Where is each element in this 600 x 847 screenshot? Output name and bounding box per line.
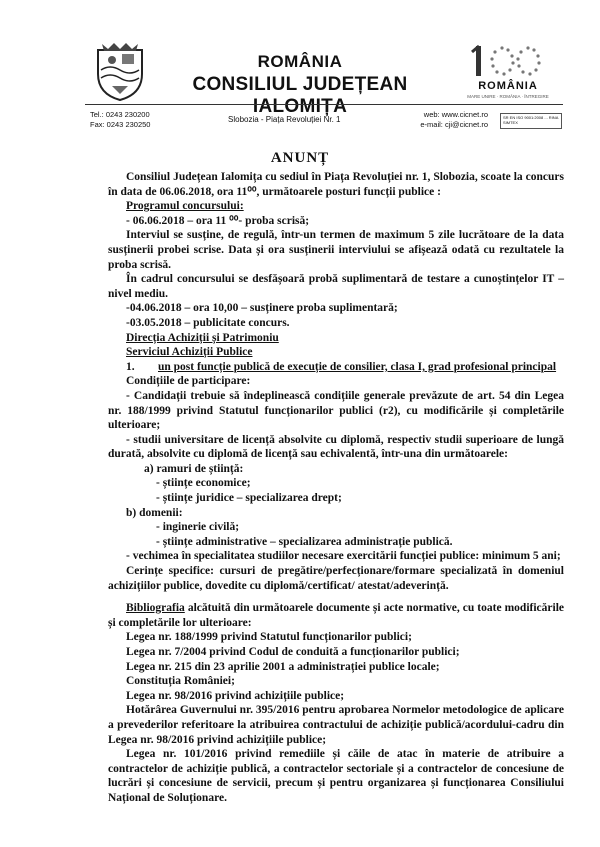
email-address: e-mail: cji@cicnet.ro xyxy=(420,120,488,129)
specific-text: cursuri de pregătire/perfecționare/formare specializată în domeniul achizițiilor publice, dovedite cu diplomă/certificat/ atestat/adeverință. xyxy=(108,565,564,592)
phone-fax-block xyxy=(90,110,150,130)
county-coat-of-arms-icon xyxy=(92,40,148,102)
post-item xyxy=(108,360,564,375)
program-written-exam: - 06.06.2018 – ora 11 ⁰⁰- proba scrisă; xyxy=(126,214,310,227)
centenary-logo-subtitle: MARE UNIRE · ROMÂNIA · ÎNTREGIRE xyxy=(467,94,549,99)
website: web: www.cicnet.ro xyxy=(423,110,488,119)
bibliography-item: Constituția României; xyxy=(126,675,235,688)
bibliography-item: Legea nr. 98/2016 privind achizițiile publice; xyxy=(126,689,345,702)
bibliography-item: Legea nr. 101/2016 privind remediile și căile de atac în materie de atribuire a contractelor de achiziție publică, a contractelor sectoriale și a contractelor de concesiune de lucrări și concesiune de servicii, precum și pentru organizarea și funcționarea Consiliului Național de Soluționare. xyxy=(108,748,564,804)
institution-name: CONSILIUL JUDEȚEAN IALOMIȚA xyxy=(192,74,408,117)
bibliography-item: Legea nr. 7/2004 privind Codul de conduită a funcționarilor publici; xyxy=(126,646,460,658)
service-heading: Serviciul Achiziții Publice xyxy=(126,346,253,359)
branch-law: - științe juridice – specializarea drept; xyxy=(156,492,342,505)
post-title: un post funcție publică de execuție de consilier, clasa I, grad profesional principal xyxy=(158,360,557,373)
centenary-logo-text: ROMÂNIA xyxy=(478,80,538,92)
bibliography-item: Legea nr. 215 din 23 aprilie 2001 a administrației publice locale; xyxy=(126,660,440,673)
announcement-title: ANUNȚ xyxy=(270,150,330,166)
interview-paragraph: Interviul se susține, de regulă, într-un termen de maximum 5 zile lucrătoare de la data susținerii probei scrise. Data și ora susținerii interviului se afișează odată cu rezultatele la proba scrisă. xyxy=(108,229,564,271)
branches-heading: a) ramuri de știință: xyxy=(144,462,244,475)
specific-label: Cerințe specifice: xyxy=(126,565,214,578)
bibliography-item: Legea nr. 188/1999 privind Statutul funcționarilor publici; xyxy=(126,631,412,644)
address: Slobozia - Piața Revoluției Nr. 1 xyxy=(228,115,341,124)
bibliography-label: Bibliografia xyxy=(126,602,185,615)
seniority-requirement: - vechimea în specialitatea studiilor necesare exercitării funcției publice: minimum 5 ani; xyxy=(126,550,561,563)
publicity-date: -03.05.2018 – publicitate concurs. xyxy=(126,316,290,329)
web-email-block xyxy=(398,110,488,130)
direction-heading: Direcția Achiziții și Patrimoniu xyxy=(126,331,279,344)
post-number: 1. xyxy=(126,360,135,373)
fax-number: Fax: 0243 230250 xyxy=(90,120,151,129)
domain-administration: - științe administrative – specializarea administrație publică. xyxy=(156,535,453,548)
header-divider xyxy=(85,104,563,105)
program-heading: Programul concursului: xyxy=(126,200,244,213)
bibliography-intro xyxy=(108,601,564,630)
domain-civil-engineering: - inginerie civilă; xyxy=(156,521,240,534)
extra-test-date: -04.06.2018 – ora 10,00 – susținere proba suplimentară; xyxy=(126,302,398,315)
intro-paragraph: Consiliul Județean Ialomița cu sediul în Piața Revoluției nr. 1, Slobozia, scoate la concurs în data de 06.06.2018, ora 11⁰⁰, următoarele posturi funcții publice : xyxy=(108,171,564,198)
specific-requirements xyxy=(108,564,564,593)
letterhead xyxy=(0,0,600,135)
extra-test-paragraph: În cadrul concursului se desfășoară probă suplimentară de testare a cunoștințelor IT – nivel mediu. xyxy=(108,273,564,300)
iso-certification-badge: SR EN ISO 9001:2008 ... RINA SIMTEX xyxy=(500,113,562,129)
branch-economics: - științe economice; xyxy=(156,477,251,490)
bibliography-item: Hotărârea Guvernului nr. 395/2016 pentru aprobarea Normelor metodologice de aplicare a prevederilor referitoare la atribuirea contractului de achiziție publică/acordului-cadru din Legea nr. 98/2016 privind achizițiile publice; xyxy=(108,704,564,746)
condition-studies: - studii universitare de licență absolvite cu diplomă, respectiv studii superioare de lungă durată, absolvite cu diplomă de licență sau echivalentă, într-una din următoarele: xyxy=(108,433,564,461)
domains-heading: b) domenii: xyxy=(126,506,183,519)
condition-general: - Candidații trebuie să îndeplinească condițiile generale prevăzute de art. 54 din Legea nr. 188/1999 privind Statutul funcționarilor publici (r2), cu modificările și completările ulterioare; xyxy=(108,389,564,432)
conditions-heading: Condițiile de participare: xyxy=(126,375,251,388)
bibliography-text: alcătuită din următoarele documente și acte normative, cu toate modificările și completările lor ulterioare: xyxy=(108,602,564,629)
phone-number: Tel.: 0243 230200 xyxy=(90,110,150,119)
announcement-body xyxy=(108,170,564,806)
country-name: ROMÂNIA xyxy=(257,52,343,71)
